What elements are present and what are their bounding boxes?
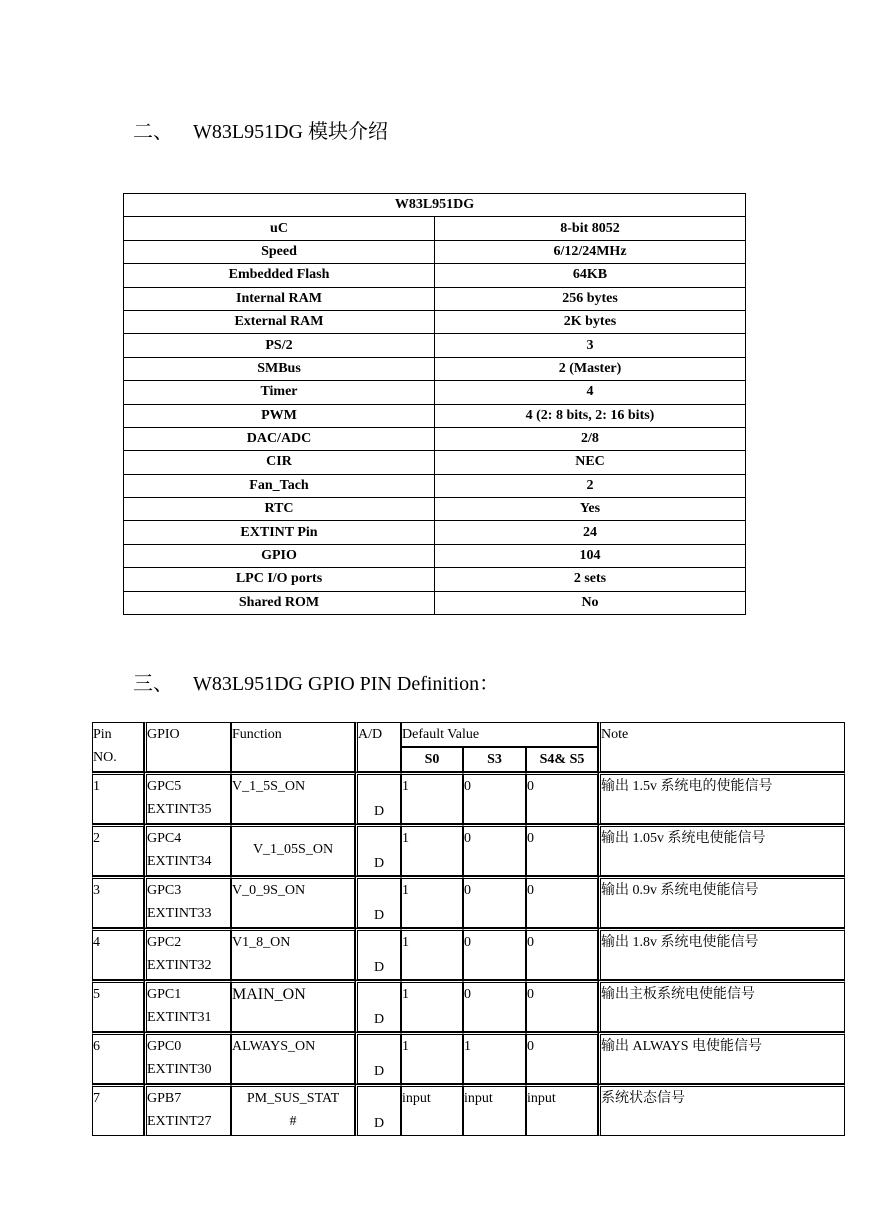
s0-value: 1	[402, 831, 409, 846]
gpio-extint: EXTINT35	[147, 802, 212, 817]
gpio-id: GPC0	[147, 1039, 182, 1054]
section-number: 三、	[133, 673, 173, 695]
gpio-id: GPC4	[147, 831, 182, 846]
header-pin	[92, 722, 144, 772]
spec-row	[124, 404, 746, 427]
note-text: 输出 1.5v 系统电的使能信号	[601, 779, 773, 794]
gpio-extint: EXTINT32	[147, 958, 212, 973]
gpio-s0	[401, 824, 463, 876]
gpio-s0	[401, 928, 463, 980]
note-text: 输出 1.8v 系统电使能信号	[601, 935, 759, 950]
gpio-ad	[355, 1084, 401, 1136]
s0-value: input	[402, 1091, 431, 1106]
s45-value: 0	[527, 935, 534, 950]
pin-number: 6	[93, 1039, 100, 1054]
spec-label: Shared ROM	[124, 591, 435, 614]
section-number: 二、	[133, 121, 173, 143]
spec-value: 64KB	[435, 264, 746, 287]
gpio-s45	[526, 876, 598, 928]
spec-row	[124, 498, 746, 521]
spec-row	[124, 427, 746, 450]
spec-row	[124, 521, 746, 544]
gpio-s45	[526, 824, 598, 876]
spec-label: Timer	[124, 381, 435, 404]
gpio-note	[598, 772, 845, 824]
note-text: 输出 0.9v 系统电使能信号	[601, 883, 759, 898]
gpio-name	[144, 824, 231, 876]
section-heading-gpio	[133, 667, 499, 696]
gpio-s3	[463, 824, 526, 876]
spec-value: 2	[435, 474, 746, 497]
ad-value: D	[373, 1116, 385, 1131]
gpio-function	[231, 928, 355, 980]
gpio-name	[144, 980, 231, 1032]
gpio-pin	[92, 980, 144, 1032]
spec-value: 6/12/24MHz	[435, 240, 746, 263]
gpio-s45	[526, 772, 598, 824]
gpio-extint: EXTINT27	[147, 1114, 212, 1129]
gpio-s3	[463, 772, 526, 824]
gpio-name	[144, 1084, 231, 1136]
gpio-note	[598, 1032, 845, 1084]
gpio-s3	[463, 876, 526, 928]
header-gpio: GPIO	[144, 722, 231, 772]
gpio-name	[144, 876, 231, 928]
s3-value: 0	[464, 935, 471, 950]
spec-label: LPC I/O ports	[124, 568, 435, 591]
gpio-row	[92, 1032, 845, 1084]
gpio-function	[231, 1084, 355, 1136]
s3-value: 0	[464, 831, 471, 846]
s0-value: 1	[402, 779, 409, 794]
spec-label: Internal RAM	[124, 287, 435, 310]
spec-value: 3	[435, 334, 746, 357]
spec-row	[124, 310, 746, 333]
spec-row	[124, 381, 746, 404]
function-name: V_1_5S_ON	[232, 779, 306, 794]
s0-value: 1	[402, 987, 409, 1002]
function-name-line2: #	[289, 1114, 297, 1129]
function-name: ALWAYS_ON	[232, 1039, 316, 1054]
gpio-s3	[463, 928, 526, 980]
s45-value: input	[527, 1091, 556, 1106]
s45-value: 0	[527, 1039, 534, 1054]
gpio-note	[598, 824, 845, 876]
gpio-note	[598, 928, 845, 980]
s3-value: 1	[464, 1039, 471, 1054]
pin-number: 3	[93, 883, 100, 898]
gpio-table	[92, 722, 845, 1136]
spec-label: uC	[124, 217, 435, 240]
gpio-id: GPC3	[147, 883, 182, 898]
gpio-s45	[526, 928, 598, 980]
spec-row	[124, 568, 746, 591]
s3-value: 0	[464, 779, 471, 794]
note-text: 输出 1.05v 系统电使能信号	[601, 831, 766, 846]
spec-label: PS/2	[124, 334, 435, 357]
gpio-id: GPC2	[147, 935, 182, 950]
gpio-note	[598, 876, 845, 928]
spec-row	[124, 334, 746, 357]
spec-value: 2 sets	[435, 568, 746, 591]
spec-label: GPIO	[124, 544, 435, 567]
note-text: 输出主板系统电使能信号	[601, 987, 756, 1002]
gpio-function	[231, 1032, 355, 1084]
spec-label: DAC/ADC	[124, 427, 435, 450]
spec-value: Yes	[435, 498, 746, 521]
pin-number: 5	[93, 987, 100, 1002]
gpio-s3	[463, 980, 526, 1032]
gpio-id: GPC5	[147, 779, 182, 794]
section-title: W83L951DG GPIO PIN Definition：	[193, 673, 500, 695]
function-name: V_1_05S_ON	[252, 842, 334, 857]
spec-value: 104	[435, 544, 746, 567]
s45-value: 0	[527, 987, 534, 1002]
spec-label: Embedded Flash	[124, 264, 435, 287]
gpio-function	[231, 980, 355, 1032]
header-default-value: Default Value	[401, 722, 598, 747]
spec-value: 4	[435, 381, 746, 404]
ad-value: D	[373, 908, 385, 923]
gpio-row	[92, 980, 845, 1032]
header-note: Note	[598, 722, 845, 772]
header-pin-line2: NO.	[93, 750, 117, 765]
spec-value: 4 (2: 8 bits, 2: 16 bits)	[435, 404, 746, 427]
spec-table-header-row	[124, 194, 746, 217]
spec-value: 2 (Master)	[435, 357, 746, 380]
spec-value: No	[435, 591, 746, 614]
s3-value: 0	[464, 987, 471, 1002]
header-pin-line1: Pin	[93, 727, 112, 742]
gpio-name	[144, 772, 231, 824]
s3-value: input	[464, 1091, 493, 1106]
spec-label: CIR	[124, 451, 435, 474]
spec-label: PWM	[124, 404, 435, 427]
s0-value: 1	[402, 935, 409, 950]
s3-value: 0	[464, 883, 471, 898]
pin-number: 4	[93, 935, 100, 950]
gpio-ad	[355, 876, 401, 928]
spec-row	[124, 544, 746, 567]
gpio-pin	[92, 1084, 144, 1136]
s0-value: 1	[402, 883, 409, 898]
ad-value: D	[373, 856, 385, 871]
gpio-pin	[92, 928, 144, 980]
gpio-ad	[355, 928, 401, 980]
spec-value: 8-bit 8052	[435, 217, 746, 240]
s45-value: 0	[527, 779, 534, 794]
header-function: Function	[231, 722, 355, 772]
note-text: 输出 ALWAYS 电使能信号	[601, 1039, 763, 1054]
gpio-function	[231, 876, 355, 928]
gpio-s0	[401, 980, 463, 1032]
gpio-name	[144, 1032, 231, 1084]
gpio-note	[598, 1084, 845, 1136]
spec-row	[124, 357, 746, 380]
gpio-s3	[463, 1084, 526, 1136]
s45-value: 0	[527, 831, 534, 846]
gpio-ad	[355, 980, 401, 1032]
gpio-s45	[526, 1032, 598, 1084]
section-heading-module-intro	[133, 115, 388, 144]
gpio-function	[231, 824, 355, 876]
header-ad: A/D	[355, 722, 401, 772]
gpio-pin	[92, 1032, 144, 1084]
s0-value: 1	[402, 1039, 409, 1054]
gpio-row	[92, 1084, 845, 1136]
spec-label: SMBus	[124, 357, 435, 380]
gpio-extint: EXTINT31	[147, 1010, 212, 1025]
spec-value: 2/8	[435, 427, 746, 450]
spec-row	[124, 264, 746, 287]
section-title: W83L951DG 模块介绍	[193, 121, 388, 143]
gpio-s45	[526, 980, 598, 1032]
gpio-note	[598, 980, 845, 1032]
spec-row	[124, 591, 746, 614]
gpio-s0	[401, 772, 463, 824]
gpio-name	[144, 928, 231, 980]
gpio-s0	[401, 1032, 463, 1084]
s45-value: 0	[527, 883, 534, 898]
function-name: PM_SUS_STAT	[246, 1091, 340, 1106]
gpio-s0	[401, 1084, 463, 1136]
function-name: MAIN_ON	[232, 986, 306, 1003]
ad-value: D	[373, 804, 385, 819]
gpio-function	[231, 772, 355, 824]
ad-value: D	[373, 1064, 385, 1079]
spec-label: EXTINT Pin	[124, 521, 435, 544]
gpio-row	[92, 876, 845, 928]
spec-label: Fan_Tach	[124, 474, 435, 497]
function-name: V_0_9S_ON	[232, 883, 306, 898]
gpio-ad	[355, 824, 401, 876]
spec-table-header: W83L951DG	[124, 194, 746, 217]
gpio-header-row-1	[92, 722, 845, 747]
pin-number: 7	[93, 1091, 100, 1106]
gpio-row	[92, 824, 845, 876]
spec-label: External RAM	[124, 310, 435, 333]
gpio-pin	[92, 824, 144, 876]
spec-row	[124, 474, 746, 497]
gpio-ad	[355, 1032, 401, 1084]
gpio-s45	[526, 1084, 598, 1136]
gpio-pin	[92, 772, 144, 824]
spec-table	[123, 193, 746, 615]
gpio-row	[92, 928, 845, 980]
header-s3: S3	[463, 747, 526, 772]
spec-value: 2K bytes	[435, 310, 746, 333]
ad-value: D	[373, 960, 385, 975]
pin-number: 2	[93, 831, 100, 846]
gpio-extint: EXTINT30	[147, 1062, 212, 1077]
header-s45: S4& S5	[526, 747, 598, 772]
pin-number: 1	[93, 779, 100, 794]
spec-row	[124, 451, 746, 474]
gpio-pin	[92, 876, 144, 928]
spec-value: 256 bytes	[435, 287, 746, 310]
note-text: 系统状态信号	[601, 1091, 686, 1106]
function-name: V1_8_ON	[232, 935, 291, 950]
header-s0: S0	[401, 747, 463, 772]
spec-row	[124, 287, 746, 310]
gpio-row	[92, 772, 845, 824]
gpio-id: GPC1	[147, 987, 182, 1002]
spec-row	[124, 217, 746, 240]
ad-value: D	[373, 1012, 385, 1027]
gpio-extint: EXTINT34	[147, 854, 212, 869]
gpio-ad	[355, 772, 401, 824]
gpio-s3	[463, 1032, 526, 1084]
gpio-id: GPB7	[147, 1091, 182, 1106]
spec-row	[124, 240, 746, 263]
spec-value: 24	[435, 521, 746, 544]
gpio-s0	[401, 876, 463, 928]
spec-value: NEC	[435, 451, 746, 474]
spec-label: RTC	[124, 498, 435, 521]
gpio-extint: EXTINT33	[147, 906, 212, 921]
spec-label: Speed	[124, 240, 435, 263]
